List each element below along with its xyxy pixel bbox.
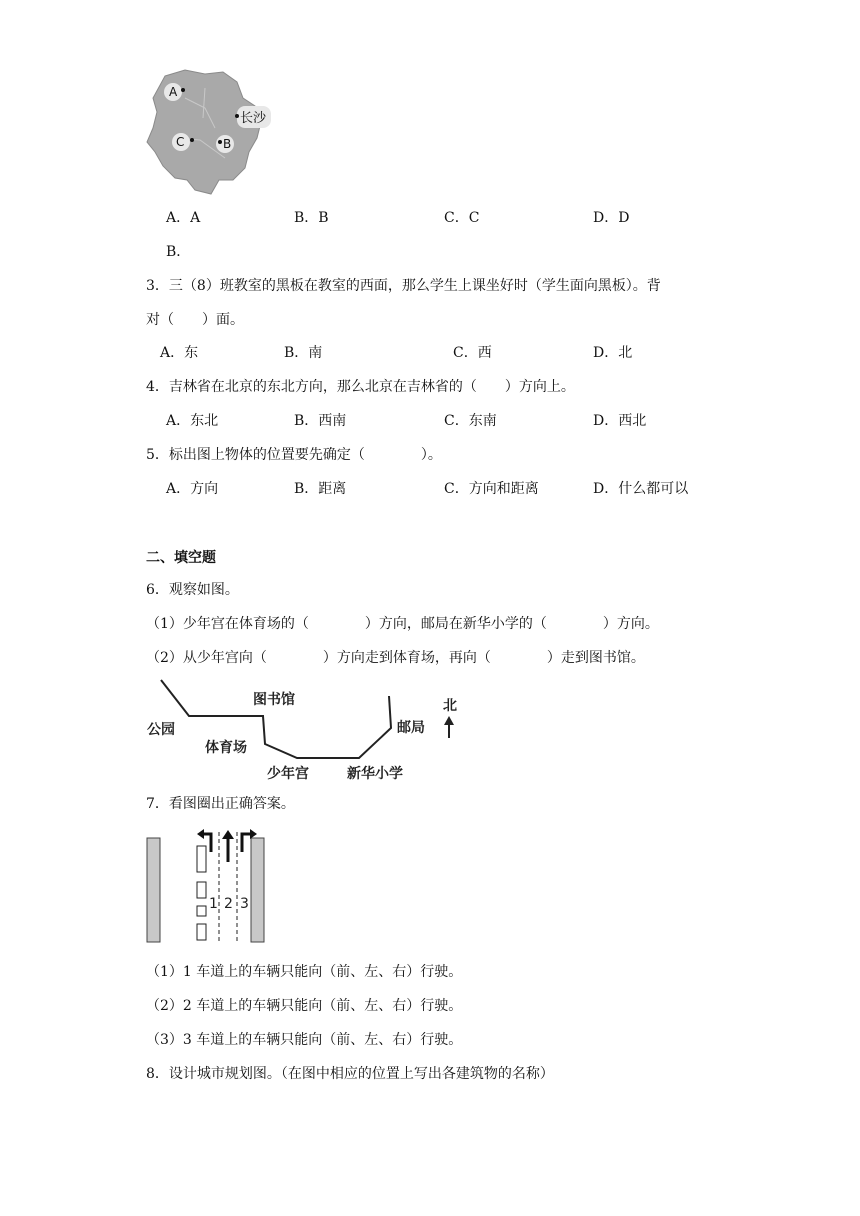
q5-option-d[interactable]: D．什么都可以 (593, 481, 689, 497)
q3-option-c[interactable]: C．西 (453, 345, 492, 361)
q3-option-b[interactable]: B．南 (284, 345, 323, 361)
left-curb (147, 838, 160, 942)
map-label-changsha: 长沙 (240, 111, 267, 126)
q4-option-a[interactable]: A．东北 (166, 413, 219, 429)
q6-route-map (145, 678, 475, 784)
lane-label-1: 1 (209, 896, 218, 912)
map-label-park: 公园 (147, 722, 175, 738)
q3-option-a[interactable]: A．东 (160, 345, 199, 361)
q2-option-d[interactable]: D．D (593, 210, 630, 226)
q7-subquestion-3: （3）3 车道上的车辆只能向（前、左、右）行驶。 (146, 1032, 463, 1048)
map-label-library: 图书馆 (253, 692, 295, 708)
lane-label-3: 3 (240, 896, 249, 912)
map-label-post-office: 邮局 (397, 720, 425, 736)
map-label-b: B (223, 137, 232, 151)
map-label-a: A (169, 85, 178, 99)
section-title-fill-in: 二、填空题 (146, 550, 216, 566)
map-label-stadium: 体育场 (205, 740, 247, 756)
q4-option-d[interactable]: D．西北 (593, 413, 647, 429)
q5-option-c[interactable]: C．方向和距离 (444, 481, 539, 497)
q2-option-c[interactable]: C．C (444, 210, 480, 226)
q2-answer: B． (166, 244, 191, 260)
q5-option-b[interactable]: B．距离 (294, 481, 347, 497)
q2-option-b[interactable]: B．B (294, 210, 329, 226)
q7-text: 7．看图圈出正确答案。 (146, 796, 295, 812)
map-label-c: C (176, 135, 185, 149)
q7-subquestion-2: （2）2 车道上的车辆只能向（前、左、右）行驶。 (146, 998, 463, 1014)
map-label-youth-palace: 少年宫 (267, 766, 309, 782)
q5-text: 5．标出图上物体的位置要先确定（ ）。 (146, 447, 442, 463)
q5-option-a[interactable]: A．方向 (166, 481, 219, 497)
north-arrow-icon (444, 716, 454, 738)
map-label-xinhua-school: 新华小学 (347, 766, 403, 782)
q6-subquestion-2: （2）从少年宫向（ ）方向走到体育场，再向（ ）走到图书馆。 (146, 650, 645, 666)
q6-subquestion-1: （1）少年宫在体育场的（ ）方向，邮局在新华小学的（ ）方向。 (146, 616, 659, 632)
q8-text: 8．设计城市规划图。（在图中相应的位置上写出各建筑物的名称） (146, 1066, 554, 1082)
q3-option-d[interactable]: D．北 (593, 345, 633, 361)
province-shape (147, 70, 261, 194)
lane-label-2: 2 (224, 896, 233, 912)
q2-option-a[interactable]: A．A (166, 210, 201, 226)
straight-arrow-icon (222, 830, 234, 862)
q7-lane-diagram (145, 826, 270, 944)
right-curb (251, 838, 264, 942)
q3-text-line1: 3．三（8）班教室的黑板在教室的西面，那么学生上课坐好时（学生面向黑板）。背 (146, 278, 661, 294)
q7-subquestion-1: （1）1 车道上的车辆只能向（前、左、右）行驶。 (146, 964, 463, 980)
province-map (145, 68, 275, 198)
map-label-north: 北 (443, 698, 457, 714)
q4-option-c[interactable]: C．东南 (444, 413, 497, 429)
q4-text: 4．吉林省在北京的东北方向，那么北京在吉林省的（ ）方向上。 (146, 379, 575, 395)
q3-text-line2: 对（ ）面。 (146, 312, 244, 328)
vehicle-icons (197, 846, 206, 940)
q4-option-b[interactable]: B．西南 (294, 413, 347, 429)
q6-text: 6．观察如图。 (146, 582, 239, 598)
